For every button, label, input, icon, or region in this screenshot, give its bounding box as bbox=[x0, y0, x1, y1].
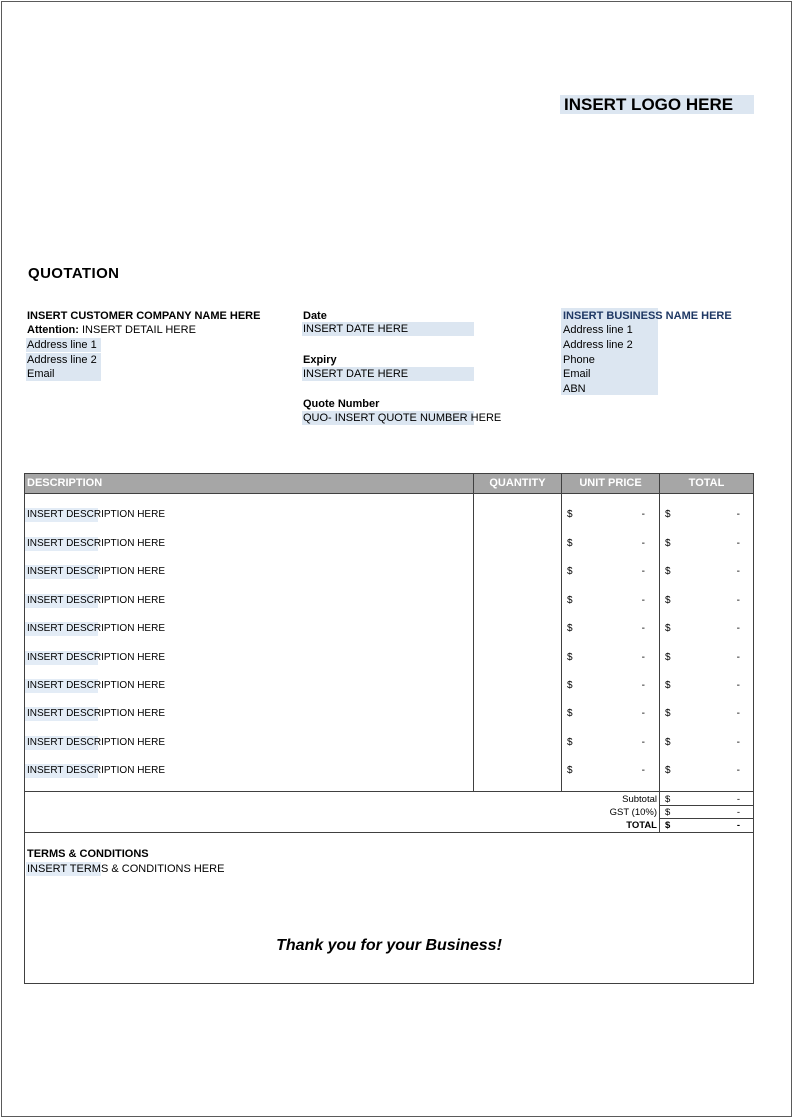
table-row bbox=[25, 736, 753, 750]
totals-section bbox=[24, 792, 754, 833]
row-total-value: - bbox=[736, 623, 740, 634]
total-currency: $ bbox=[665, 652, 671, 663]
totals-row bbox=[25, 806, 753, 819]
logo-placeholder: INSERT LOGO HERE bbox=[560, 95, 754, 114]
row-total-value: - bbox=[736, 595, 740, 606]
row-description: INSERT DESCRIPTION HERE bbox=[27, 595, 165, 606]
unit-price-value: - bbox=[641, 566, 645, 577]
row-description: INSERT DESCRIPTION HERE bbox=[27, 708, 165, 719]
price-currency: $ bbox=[567, 737, 573, 748]
total-currency: $ bbox=[665, 765, 671, 776]
expiry-value: INSERT DATE HERE bbox=[302, 367, 474, 381]
terms-heading: TERMS & CONDITIONS bbox=[27, 848, 149, 860]
table-row bbox=[25, 707, 753, 721]
table-row bbox=[25, 651, 753, 665]
total-currency: $ bbox=[665, 737, 671, 748]
price-currency: $ bbox=[567, 538, 573, 549]
totals-currency: $ bbox=[665, 820, 671, 831]
price-currency: $ bbox=[567, 509, 573, 520]
expiry-label: Expiry bbox=[303, 354, 337, 366]
row-description: INSERT DESCRIPTION HERE bbox=[27, 509, 165, 520]
customer-company: INSERT CUSTOMER COMPANY NAME HERE bbox=[27, 310, 261, 322]
unit-price-value: - bbox=[641, 652, 645, 663]
unit-price-value: - bbox=[641, 538, 645, 549]
price-currency: $ bbox=[567, 595, 573, 606]
unit-price-value: - bbox=[641, 623, 645, 634]
table-row bbox=[25, 622, 753, 636]
unit-price-value: - bbox=[641, 680, 645, 691]
totals-value: - bbox=[736, 820, 740, 831]
thank-you-message: Thank you for your Business! bbox=[276, 937, 502, 954]
total-currency: $ bbox=[665, 680, 671, 691]
row-description: INSERT DESCRIPTION HERE bbox=[27, 765, 165, 776]
items-table bbox=[24, 473, 754, 792]
row-total-value: - bbox=[736, 566, 740, 577]
attention-label: Attention: bbox=[27, 324, 79, 336]
business-name: INSERT BUSINESS NAME HERE bbox=[563, 310, 732, 322]
row-total-value: - bbox=[736, 538, 740, 549]
table-row bbox=[25, 565, 753, 579]
price-currency: $ bbox=[567, 623, 573, 634]
header-divider bbox=[25, 493, 753, 494]
business-abn: ABN bbox=[563, 383, 586, 395]
header-total: TOTAL bbox=[660, 474, 753, 493]
unit-price-value: - bbox=[641, 509, 645, 520]
row-description: INSERT DESCRIPTION HERE bbox=[27, 737, 165, 748]
unit-price-value: - bbox=[641, 737, 645, 748]
totals-currency: $ bbox=[665, 794, 671, 805]
total-currency: $ bbox=[665, 566, 671, 577]
price-currency: $ bbox=[567, 566, 573, 577]
date-label: Date bbox=[303, 310, 327, 322]
row-total-value: - bbox=[736, 708, 740, 719]
table-row bbox=[25, 679, 753, 693]
price-currency: $ bbox=[567, 652, 573, 663]
unit-price-value: - bbox=[641, 595, 645, 606]
customer-address1: Address line 1 bbox=[26, 338, 101, 352]
customer-attention bbox=[27, 323, 196, 337]
row-total-value: - bbox=[736, 765, 740, 776]
totals-label: GST (10%) bbox=[609, 807, 657, 818]
row-total-value: - bbox=[736, 737, 740, 748]
totals-value: - bbox=[736, 794, 740, 805]
business-email: Email bbox=[563, 368, 591, 380]
table-row bbox=[25, 764, 753, 778]
row-total-value: - bbox=[736, 652, 740, 663]
unit-price-value: - bbox=[641, 765, 645, 776]
customer-email: Email bbox=[26, 367, 101, 381]
row-description: INSERT DESCRIPTION HERE bbox=[27, 623, 165, 634]
quote-number-value: QUO- INSERT QUOTE NUMBER HERE bbox=[303, 412, 502, 424]
price-currency: $ bbox=[567, 708, 573, 719]
totals-row bbox=[25, 793, 753, 806]
unit-price-value: - bbox=[641, 708, 645, 719]
business-address1: Address line 1 bbox=[563, 324, 633, 336]
header-unit-price: UNIT PRICE bbox=[562, 474, 659, 493]
header-description: DESCRIPTION bbox=[25, 474, 473, 493]
totals-value: - bbox=[736, 807, 740, 818]
totals-label: Subtotal bbox=[622, 794, 657, 805]
quote-number-label: Quote Number bbox=[303, 398, 380, 410]
total-currency: $ bbox=[665, 623, 671, 634]
business-phone: Phone bbox=[563, 354, 595, 366]
total-currency: $ bbox=[665, 509, 671, 520]
row-description: INSERT DESCRIPTION HERE bbox=[27, 538, 165, 549]
header-quantity: QUANTITY bbox=[474, 474, 561, 493]
terms-section bbox=[24, 833, 754, 984]
row-description: INSERT DESCRIPTION HERE bbox=[27, 652, 165, 663]
business-address2: Address line 2 bbox=[563, 339, 633, 351]
table-row bbox=[25, 537, 753, 551]
totals-label: TOTAL bbox=[626, 820, 657, 831]
date-value: INSERT DATE HERE bbox=[302, 322, 474, 336]
customer-address2: Address line 2 bbox=[26, 353, 101, 367]
row-total-value: - bbox=[736, 509, 740, 520]
table-row bbox=[25, 508, 753, 522]
total-currency: $ bbox=[665, 595, 671, 606]
totals-row bbox=[25, 819, 753, 832]
document-title: QUOTATION bbox=[28, 265, 120, 282]
price-currency: $ bbox=[567, 680, 573, 691]
row-total-value: - bbox=[736, 680, 740, 691]
terms-body: INSERT TERMS & CONDITIONS HERE bbox=[27, 863, 225, 875]
totals-currency: $ bbox=[665, 807, 671, 818]
table-row bbox=[25, 594, 753, 608]
row-description: INSERT DESCRIPTION HERE bbox=[27, 566, 165, 577]
attention-value: INSERT DETAIL HERE bbox=[82, 324, 196, 336]
row-description: INSERT DESCRIPTION HERE bbox=[27, 680, 165, 691]
price-currency: $ bbox=[567, 765, 573, 776]
total-currency: $ bbox=[665, 538, 671, 549]
total-currency: $ bbox=[665, 708, 671, 719]
